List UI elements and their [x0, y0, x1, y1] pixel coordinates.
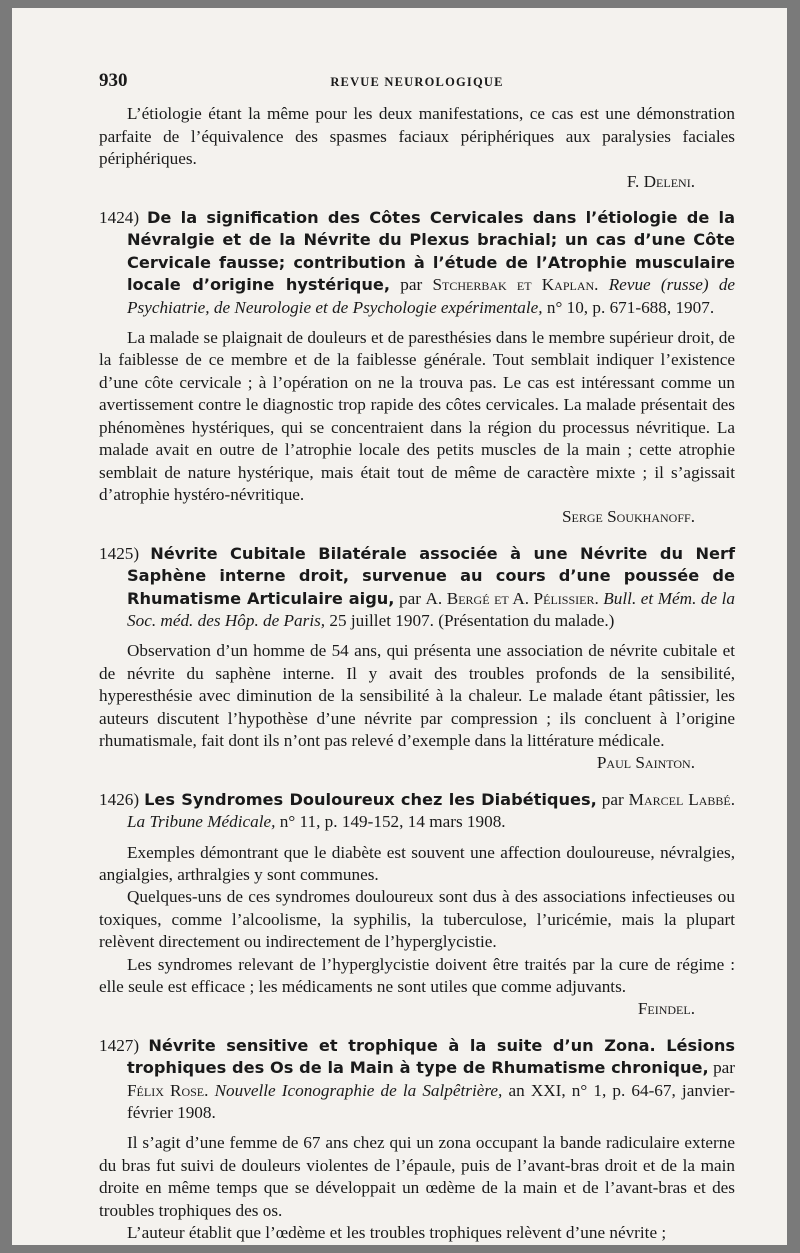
running-header: [99, 70, 735, 93]
entry-signature: Paul Sainton.: [596, 753, 695, 773]
entry-heading: [99, 543, 735, 633]
page-content: [99, 70, 735, 1245]
entry-title: Les Syndromes Douloureux chez les Diabétiques,: [144, 789, 597, 809]
entry-reference: 25 juillet 1907. (Présentation du malade.): [329, 610, 615, 630]
entry-authors: A. Bergé et A. Pélissier.: [425, 588, 599, 608]
entry-number: 1426): [99, 789, 140, 809]
entry-number: 1424): [99, 208, 140, 228]
entry-par: par: [713, 1058, 736, 1078]
intro-signature: F. Deleni.: [626, 171, 695, 191]
entry-number: 1425): [99, 543, 140, 563]
entry-source: La Tribune Médicale,: [127, 812, 276, 832]
entry-1425: [99, 543, 735, 775]
entry-1426: [99, 789, 735, 1021]
intro-text: L’étiologie étant la même pour les deux manifestations, ce cas est une démonstration parfaite de l’équivalence des spasmes faciaux périphériques aux paralysies faciales périphériques.: [99, 104, 735, 169]
intro-paragraph: [99, 103, 735, 193]
entry-title: Névrite Cubitale Bilatérale associée à une Névrite du Nerf Saphène interne droit, survenue au cours d’une poussée de Rhumatisme Articulaire aigu,: [127, 543, 735, 608]
entry-paragraph: La malade se plaignait de douleurs et de paresthésies dans le membre supérieur droit, de la faiblesse de ce membre et de la faiblesse générale. Tout semblait indiquer l’existence d’une côte cervicale ; à l’opération on ne la trouva pas. Le cas est intéressant comme un avertissement contre le diagnostic trop rapide des côtes cervicales. La malade présentait des phénomènes hystériques, qui se concentraient dans la région du processus névritique. La malade avait en outre de l’atrophie locale des petits muscles de la main ; cette atrophie semblait de nature hystérique, mais était tout de même de caractère mixte ; il s’agissait d’atrophie hystéro-névritique.: [99, 328, 735, 504]
entry-signature: Feindel.: [637, 999, 695, 1019]
journal-title: REVUE NEUROLOGIQUE: [330, 75, 504, 89]
entry-par: par: [399, 588, 421, 608]
entry-authors: Félix Rose.: [127, 1080, 209, 1100]
entry-title: De la signification des Côtes Cervicales dans l’étiologie de la Névralgie et de la Névrite du Plexus brachial; un cas d’une Côte Cervicale fausse; contribution à l’étude de l’Atrophie musculaire locale d’origine hystérique,: [127, 208, 735, 295]
entry-source: Revue (russe) de Psychiatrie, de Neurologie et de Psychologie expérimentale,: [127, 275, 736, 317]
entry-authors: Marcel Labbé.: [628, 789, 736, 809]
entry-heading: [99, 207, 735, 319]
entry-1427: [99, 1035, 735, 1245]
entry-paragraph: Il s’agit d’une femme de 67 ans chez qui un zona occupant la bande radiculaire externe du bras fut suivi de douleurs violentes de l’épaule, puis de l’avant-bras droit et de la main droite en même temps que se développait un œdème de la main et de l’avant-bras et des troubles trophiques des os.: [99, 1133, 735, 1220]
entry-reference: n° 11, p. 149-152, 14 mars 1908.: [279, 812, 506, 832]
entry-body: [99, 1132, 735, 1244]
entry-heading: [99, 1035, 735, 1125]
entry-par: par: [400, 275, 423, 295]
entry-authors: Stcherbak et Kaplan.: [432, 275, 599, 295]
entry-1424: [99, 207, 735, 529]
entry-paragraph: Quelques-uns de ces syndromes douloureux sont dus à des associations infectieuses ou toxiques, comme l’alcoolisme, la syphilis, la tuberculose, l’uricémie, mais la plupart relèvent directement ou indirectement de l’hyperglycistie.: [99, 887, 735, 952]
entry-body: [99, 327, 735, 529]
entry-paragraph: Observation d’un homme de 54 ans, qui présenta une association de névrite cubitale et de névrite du saphène interne. Il y avait des troubles profonds de la sensibilité, hyperesthésie avec diminution de la sensibilité à la chaleur. Le malade étant pâtissier, les auteurs discutent l’hypothèse d’une névrite par compression ; ils concluent à l’origine rhumatismale, fait dont ils n’ont pas relevé d’exemple dans la littérature médicale.: [99, 641, 735, 750]
page-number: 930: [99, 70, 128, 91]
entry-paragraph: Exemples démontrant que le diabète est souvent une affection douloureuse, névralgies, angialgies, arthralgies y sont communes.: [99, 842, 735, 884]
entry-reference: n° 10, p. 671-688, 1907.: [546, 297, 715, 317]
entry-paragraph: L’auteur établit que l’œdème et les troubles trophiques relèvent d’une névrite ;: [127, 1223, 667, 1243]
entry-reference: an XXI, n° 1, p. 64-67, janvier-février 1908.: [127, 1080, 736, 1123]
entry-heading: [99, 789, 735, 834]
entry-par: par: [601, 789, 624, 809]
entry-number: 1427): [99, 1035, 140, 1055]
entry-signature: Serge Soukhanoff.: [561, 507, 695, 527]
entry-body: [99, 640, 735, 774]
entry-source: Nouvelle Iconographie de la Salpêtrière,: [214, 1080, 503, 1100]
scanned-page: [12, 8, 787, 1245]
entry-title: Névrite sensitive et trophique à la suite d’un Zona. Lésions trophiques des Os de la Main à type de Rhumatisme chronique,: [127, 1035, 735, 1078]
entry-paragraph: Les syndromes relevant de l’hyperglycistie doivent être traités par la cure de régime : elle seule est efficace ; les médicaments ne sont utiles que comme adjuvants.: [99, 954, 735, 997]
entry-body: [99, 842, 735, 1021]
entry-source: Bull. et Mém. de la Soc. méd. des Hôp. de Paris,: [127, 588, 736, 630]
